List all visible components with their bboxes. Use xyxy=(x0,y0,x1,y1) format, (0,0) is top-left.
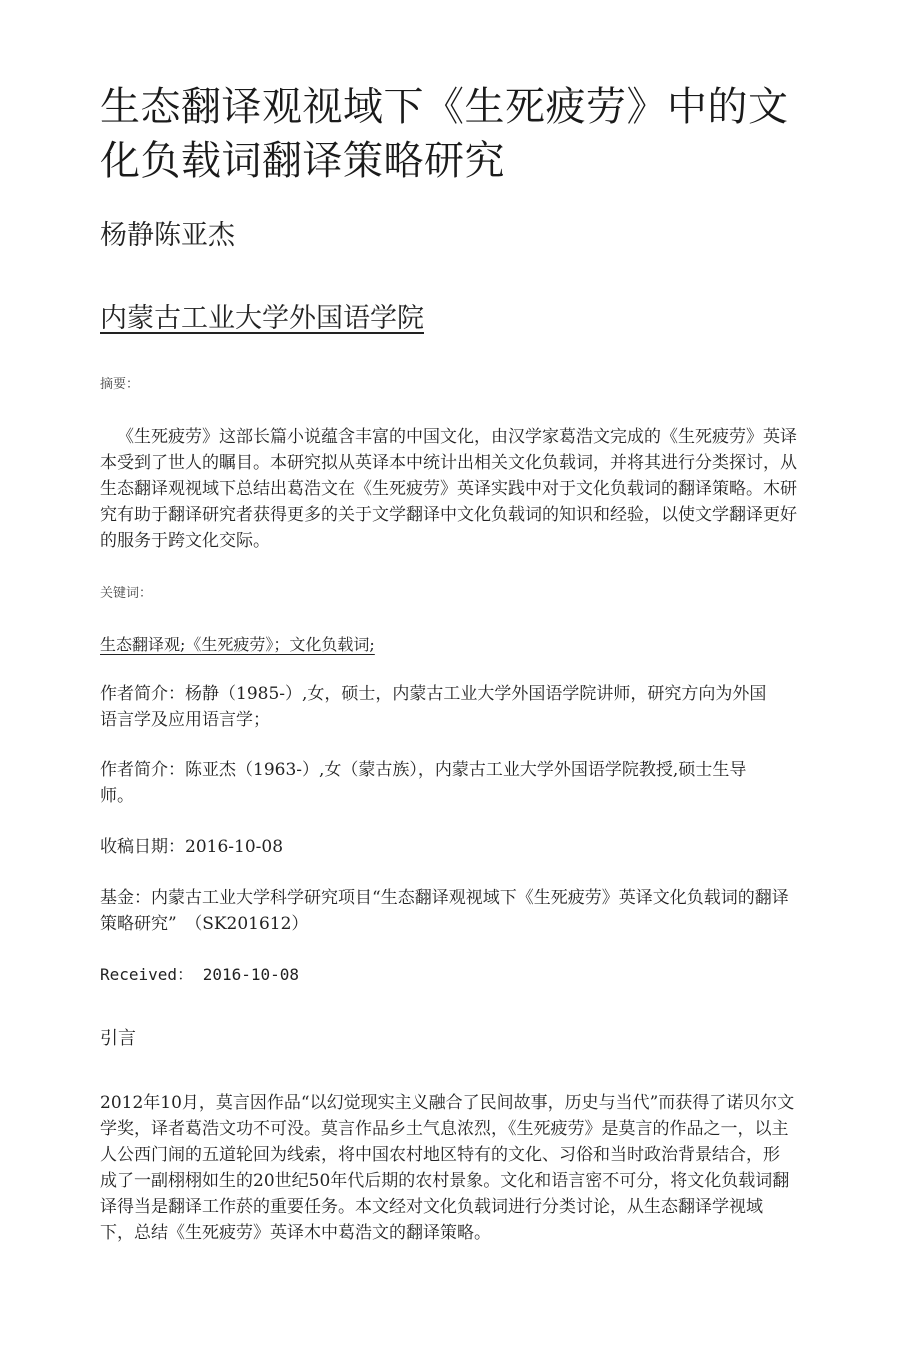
author-affiliation: 内蒙古工业大学外国语学院 xyxy=(100,303,424,334)
abstract-label: 摘要： xyxy=(100,377,140,392)
received-date: 收稿日期：2016-10-08 xyxy=(100,837,284,857)
keywords-label: 关键词： xyxy=(100,586,153,601)
abstract-text: 《生死疲劳》这部长篇小说蕴含丰富的中国文化，由汉学家葛浩文完成的《生死疲劳》英译本受到了世人的瞩目。本研究拟从英译本中统计出相关文化负载词，并将其进行分类探讨，从生态翻译观视域下总结出葛浩文在《生死疲劳》英译实践中对于文化负载词的翻译策略。木研究有助于翻译研究者获得更多的关于文学翻译中文化负载词的知识和经验，以使文学翻译更好的服务于跨文化交际。 xyxy=(100,427,797,551)
received-date-en: Received： 2016-10-08 xyxy=(100,965,300,984)
fund-info: 基金：内蒙古工业大学科学研究项目“生态翻译观视域下《生死疲劳》英译文化负载词的翻译策略研究” （SK201612） xyxy=(100,888,789,934)
intro-paragraph: 2012年10月，莫言因作品“以幻觉现实主义融合了民间故事，历史与当代”而获得了诺贝尔文学奖，译者葛浩文功不可没。莫言作品乡土气息浓烈，《生死疲劳》是莫言的作品之一，以主人公西门闹的五道轮回为线索，将中国农村地区特有的文化、习俗和当时政治背景结合，形成了一副栩栩如生的20世纪50年代后期的农村景象。文化和语言密不可分，将文化负载词翻译得当是翻译工作菸的重要任务。本文经对文化负载词进行分类讨论，从生态翻译学视域下，总结《生死疲劳》英译木中葛浩文的翻译策略。 xyxy=(100,1093,795,1243)
paper-title: 生态翻译观视域下《生死疲劳》中的文化负载词翻译策略研究 xyxy=(100,84,789,184)
author-bio-2: 作者简介：陈亚杰（1963-）,女（蒙古族），内蒙古工业大学外国语学院教授,硕士生导师。 xyxy=(100,760,747,806)
section-heading-intro: 引言 xyxy=(100,1028,136,1049)
keywords-text: 生态翻译观;《生死疲劳》；文化负载词; xyxy=(100,635,375,654)
author-bio-1: 作者简介：杨静（1985-）,女，硕士，内蒙古工业大学外国语学院讲师，研究方向为外国语言学及应用语言学； xyxy=(100,684,767,730)
author-names: 杨静陈亚杰 xyxy=(100,220,235,251)
